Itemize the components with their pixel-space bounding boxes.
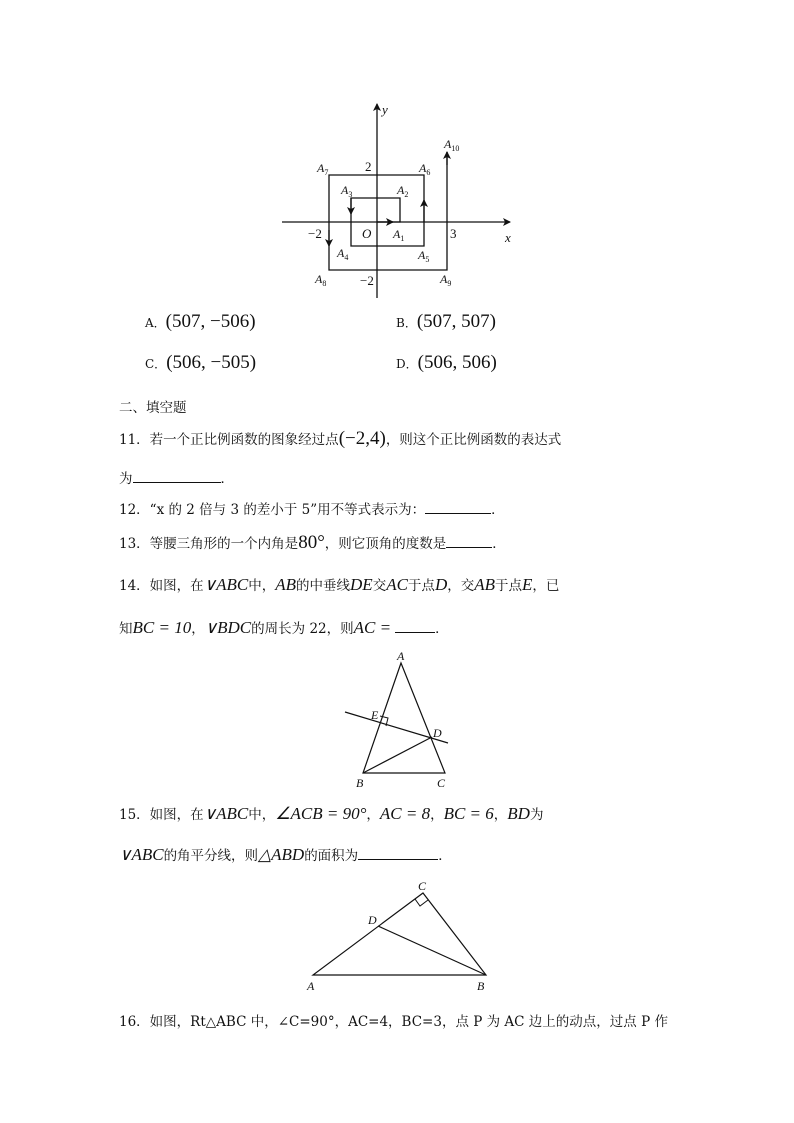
q15-text-2: 中， <box>248 807 276 823</box>
option-c-value: (506, −505) <box>166 352 257 373</box>
question-16: 16．如图，Rt△ABC 中，∠C=90°，AC=4，BC=3，点 P 为 AC 边上的动点，过点 P 作 <box>119 1014 668 1030</box>
question-13 <box>119 532 506 554</box>
q15-line2-text-1: 的角平分线，则 <box>163 848 259 864</box>
q15-end: ． <box>438 848 452 864</box>
question-11-line2 <box>119 467 234 487</box>
option-c-label: C． <box>145 357 167 371</box>
question-12 <box>119 498 505 518</box>
question-14-line2 <box>119 617 449 638</box>
q11-line2: 为 <box>119 471 133 487</box>
q15-comma-3: ， <box>493 807 508 823</box>
q15-bd: BD <box>507 804 530 823</box>
q11-post: ，则这个正比例函数的表达式 <box>385 432 562 448</box>
q14-bc: BC = 10 <box>132 618 192 637</box>
q14-line2-text-3: 的周长为 22，则 <box>251 621 354 637</box>
section-title: 二、填空题 <box>119 400 187 416</box>
spiral-coordinate-figure <box>270 98 520 303</box>
q14-ac: AC <box>386 575 408 594</box>
fig14-label-e: E <box>371 708 379 722</box>
q15-ac: AC = 8 <box>379 804 431 823</box>
q14-text-6: ，交 <box>447 578 475 594</box>
x-axis-label: x <box>505 230 511 245</box>
q14-ab: AB <box>275 575 297 594</box>
q12-end: ． <box>491 502 505 518</box>
q14-triangle-bdc: ∨BDC <box>204 618 252 637</box>
label-a7: $A_7$ <box>317 161 329 177</box>
tick-y-2: 2 <box>365 159 372 174</box>
option-a-value: (507, −506) <box>165 311 256 332</box>
q14-d: D <box>434 575 448 594</box>
option-d[interactable] <box>396 352 497 374</box>
option-b-label: B． <box>396 316 417 330</box>
q13-answer-blank[interactable] <box>446 533 492 548</box>
label-a2: $A_2$ <box>397 183 409 199</box>
option-d-label: D． <box>396 357 418 371</box>
label-a6: $A_6$ <box>419 161 431 177</box>
label-a9: $A_9$ <box>440 272 452 288</box>
option-a[interactable] <box>145 311 256 333</box>
option-b-value: (507, 507) <box>416 311 496 332</box>
question-11 <box>119 428 561 450</box>
label-a10: $A_{10}$ <box>444 137 460 153</box>
label-a1: $A_1$ <box>393 227 405 243</box>
q13-angle: 80° <box>298 532 325 553</box>
option-b[interactable] <box>396 311 496 333</box>
y-axis-label: y <box>382 102 388 117</box>
segment-bd-15 <box>378 926 486 975</box>
q15-triangle-abc: ∨ABC <box>203 804 249 823</box>
option-c[interactable] <box>145 352 256 374</box>
q11-pre: 11．若一个正比例函数的图象经过点 <box>119 432 339 448</box>
q15-comma-1: ， <box>366 807 380 823</box>
q14-de: DE <box>350 575 373 594</box>
q15-comma-2: ， <box>430 807 444 823</box>
label-a3: $A_3$ <box>341 183 353 199</box>
q14-triangle-abc: ∨ABC <box>203 575 249 594</box>
q15-answer-blank[interactable] <box>358 845 438 860</box>
q15-bc: BC = 6 <box>443 804 494 823</box>
question-15-line2 <box>119 844 452 865</box>
q15-triangle-abd: △ABD <box>258 845 305 864</box>
q14-text-5: 于点 <box>407 578 435 594</box>
figure-14-triangle <box>335 648 455 793</box>
q14-text-7: 于点 <box>495 578 522 594</box>
q14-text-4: 交 <box>372 578 387 594</box>
tick-x-3: 3 <box>450 226 457 241</box>
q14-line2-text-2: ， <box>191 621 205 637</box>
label-a5: $A_5$ <box>418 248 430 264</box>
fig14-label-b: B <box>356 776 364 790</box>
q11-end: ． <box>220 471 234 487</box>
label-a8: $A_8$ <box>315 272 327 288</box>
q14-line2-text-1: 知 <box>119 621 133 637</box>
q15-line2-triangle: ∨ABC <box>119 845 164 864</box>
fig14-label-c: C <box>437 776 446 790</box>
q13-end: ． <box>492 536 506 552</box>
fig14-label-a: A <box>397 649 405 663</box>
q14-text-1: 14．如图，在 <box>119 578 204 594</box>
q14-end: ． <box>435 621 449 637</box>
fig15-label-d: D <box>368 913 377 927</box>
q14-ab-2: AB <box>474 575 495 594</box>
q14-ac-equals: AC = <box>353 618 392 637</box>
question-14 <box>119 574 559 595</box>
fig15-label-c: C <box>418 879 427 893</box>
q14-answer-blank[interactable] <box>395 618 435 633</box>
q14-text-3: 的中垂线 <box>296 578 351 594</box>
fig15-label-a: A <box>307 979 315 993</box>
option-a-label: A． <box>145 316 166 330</box>
q11-answer-blank[interactable] <box>133 468 221 483</box>
right-angle-mark-c <box>415 899 428 906</box>
tick-y-neg2: −2 <box>360 273 374 288</box>
figure-15-right-triangle <box>300 875 500 995</box>
label-a4: $A_4$ <box>337 246 349 262</box>
fig14-label-d: D <box>433 726 442 740</box>
q13-post: ，则它顶角的度数是 <box>324 536 447 552</box>
q14-text-2: 中， <box>248 578 276 594</box>
q14-text-8: ，已 <box>532 578 560 594</box>
q15-text-1: 15．如图，在 <box>119 807 204 823</box>
origin-label: O <box>362 226 372 241</box>
q12-text: 12．“x 的 2 倍与 3 的差小于 5”用不等式表示为： <box>119 502 426 518</box>
option-d-value: (506, 506) <box>417 352 497 373</box>
q15-text-3: 为 <box>529 807 544 823</box>
q12-answer-blank[interactable] <box>425 499 491 514</box>
q15-angle-acb: ∠ACB = 90° <box>275 804 367 823</box>
question-15 <box>119 803 543 824</box>
q13-pre: 13．等腰三角形的一个内角是 <box>119 536 299 552</box>
q14-e: E <box>522 575 533 594</box>
q11-point: (−2,4) <box>338 428 386 449</box>
q15-line2-text-2: 的面积为 <box>304 848 359 864</box>
fig15-label-b: B <box>477 979 485 993</box>
tick-x-neg2: −2 <box>308 226 322 241</box>
